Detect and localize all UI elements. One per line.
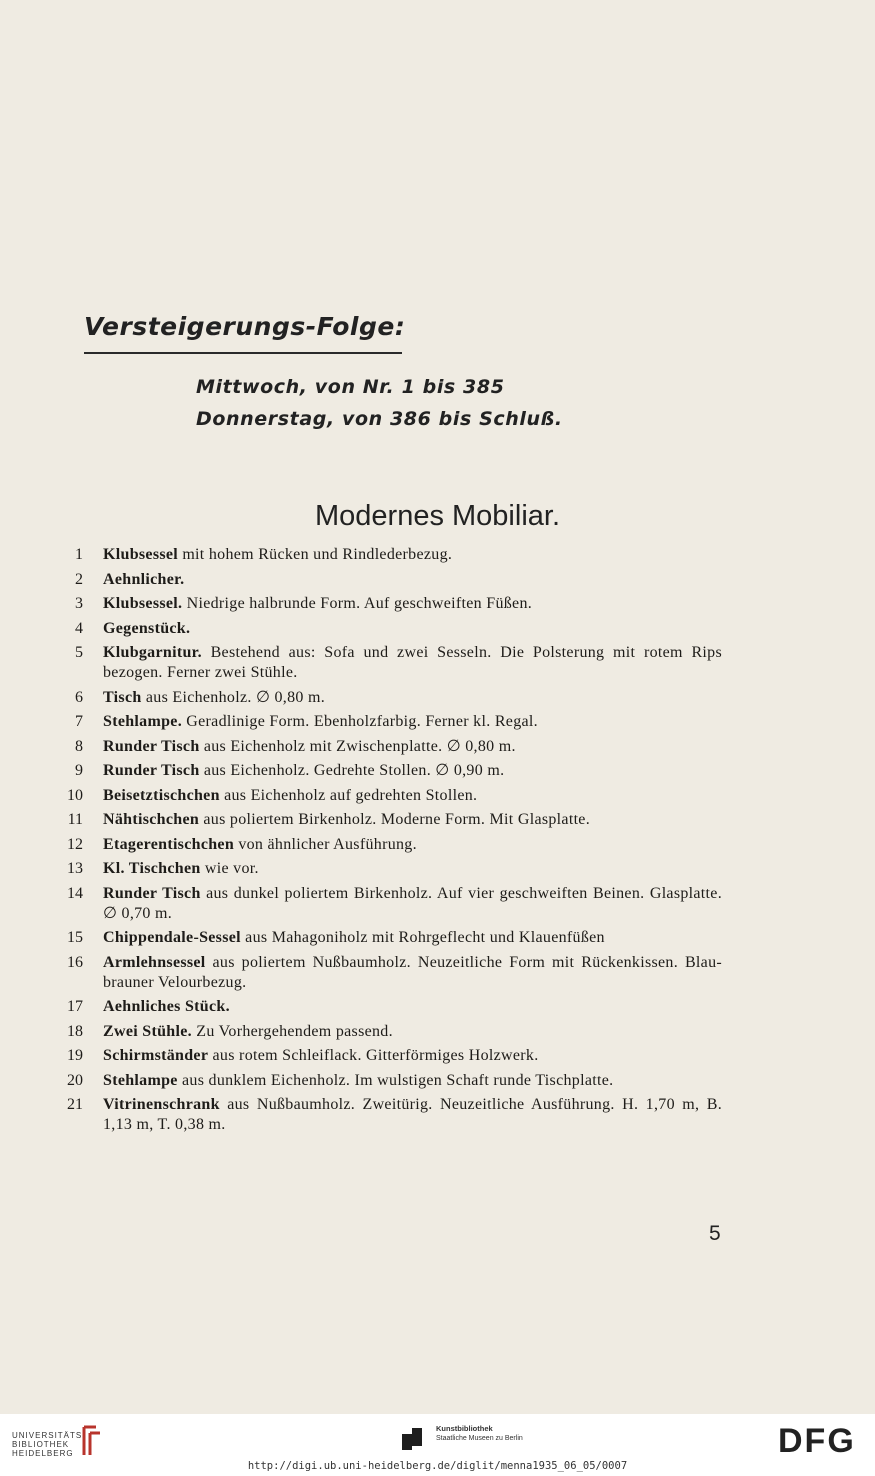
lot-description — [103, 859, 722, 879]
lot-text: Zu Vorhergehendem passend. — [191, 1022, 393, 1040]
lot-number: 19 — [67, 1047, 83, 1064]
lot-number: 13 — [67, 860, 83, 877]
lot-text: aus Nußbaumholz. Zweitürig. Neuzeitliche Ausführung. H. 1,70 m, B. 1,13 m, T. 0,38 m. — [103, 1096, 722, 1133]
lot-name: Stehlampe. — [103, 713, 182, 730]
lot-name: Stehlampe — [103, 1071, 178, 1089]
lot-name: Runder Tisch — [103, 762, 200, 779]
lot-number: 9 — [75, 762, 83, 779]
lot-name: Zwei Stühle. — [103, 1022, 192, 1040]
lot-text: mit hohem Rücken und Rindlederbezug. — [178, 546, 453, 563]
lot-name: Klubsessel. — [103, 595, 183, 612]
lot-name: Vitrinenschrank — [103, 1096, 220, 1113]
lot-text: aus dunkel poliertem Birkenholz. Auf vier geschweiften Beinen. Glasplatte. ∅ 0,70 m. — [103, 884, 723, 922]
lot-name: Beisetztischchen — [103, 786, 220, 804]
lot-description — [103, 786, 722, 806]
lot-description — [103, 1022, 722, 1042]
lot-text: von ähnlicher Ausführung. — [234, 835, 417, 853]
lot-item — [0, 928, 875, 948]
lot-name: Kl. Tischchen — [103, 860, 201, 877]
kunstbibliothek-label — [436, 1424, 523, 1444]
footer-url[interactable]: http://digi.ub.uni-heidelberg.de/diglit/menna1935_06_05/0007 — [247, 1460, 628, 1472]
lot-text: aus rotem Schleiflack. Gitterförmiges Holzwerk. — [208, 1047, 539, 1064]
lot-description — [103, 1046, 722, 1066]
lot-number: 4 — [75, 619, 83, 637]
lot-name: Aehnlicher. — [103, 570, 185, 588]
lot-name: Runder Tisch — [103, 737, 200, 755]
lot-number: 16 — [67, 953, 83, 971]
lot-description — [103, 997, 722, 1017]
lot-text: aus Eichenholz auf gedrehten Stollen. — [219, 786, 478, 804]
lot-description — [103, 953, 722, 993]
kunstbibliothek-logo-icon — [400, 1426, 428, 1452]
page-number: 5 — [709, 1222, 721, 1245]
lot-name: Schirmständer — [103, 1047, 209, 1064]
library-line: UNIVERSITÄTS- — [12, 1431, 86, 1440]
lot-text: aus Eichenholz mit Zwischenplatte. ∅ 0,80 m. — [199, 737, 516, 755]
lot-item — [0, 997, 875, 1017]
lot-name: Runder Tisch — [103, 884, 201, 902]
lot-item — [0, 835, 875, 855]
lot-item — [0, 737, 875, 757]
lot-description — [103, 810, 722, 830]
lot-name: Chippendale-Sessel — [103, 929, 241, 946]
lot-description — [103, 619, 722, 639]
heidelberg-library-label — [12, 1431, 86, 1458]
lot-list — [0, 545, 875, 1140]
lot-name: Tisch — [103, 688, 142, 706]
lot-description — [103, 594, 722, 614]
section-heading: Modernes Mobiliar. — [315, 500, 560, 532]
lot-item — [0, 619, 875, 639]
lot-item — [0, 786, 875, 806]
lot-name: Aehnliches Stück. — [103, 998, 230, 1015]
lot-text: wie vor. — [200, 860, 259, 877]
lot-description — [103, 1095, 722, 1135]
lot-description — [103, 643, 722, 683]
lot-name: Gegenstück. — [103, 619, 191, 637]
lot-number: 14 — [67, 884, 83, 902]
lot-item — [0, 1022, 875, 1042]
lot-description — [103, 928, 722, 948]
lot-item — [0, 643, 875, 683]
lot-description — [103, 688, 722, 708]
schedule-line-thursday: Donnerstag, von 386 bis Schluß. — [196, 408, 563, 430]
lot-number: 21 — [67, 1096, 83, 1113]
lot-number: 17 — [67, 998, 83, 1015]
lot-name: Klubgarnitur. — [103, 644, 202, 661]
lot-description — [103, 1071, 722, 1091]
lot-number: 12 — [67, 835, 83, 853]
lot-text: aus dunklem Eichenholz. Im wulstigen Schaft runde Tischplatte. — [177, 1071, 614, 1089]
lot-description — [103, 835, 722, 855]
lot-name: Armlehnsessel — [103, 953, 206, 971]
lot-number: 8 — [75, 737, 83, 755]
lot-item — [0, 1071, 875, 1091]
lot-name: Etagerentischchen — [103, 835, 235, 853]
lot-number: 10 — [67, 786, 83, 804]
lot-text: Niedrige halbrunde Form. Auf geschweiften Füßen. — [182, 595, 533, 612]
lot-item — [0, 545, 875, 565]
lot-number: 2 — [75, 570, 83, 588]
lot-number: 18 — [67, 1022, 83, 1040]
lot-text: aus Mahagoniholz mit Rohrgeflecht und Klauenfüßen — [240, 929, 605, 946]
lot-item — [0, 859, 875, 879]
lot-text: aus poliertem Birkenholz. Moderne Form. Mit Glasplatte. — [199, 811, 591, 828]
lot-number: 5 — [75, 644, 83, 661]
lot-item — [0, 688, 875, 708]
lot-number: 7 — [75, 713, 83, 730]
lot-description — [103, 884, 722, 924]
lot-description — [103, 712, 722, 732]
lot-text: aus Eichenholz. Gedrehte Stollen. ∅ 0,90 m. — [199, 762, 505, 779]
lot-description — [103, 761, 722, 781]
lot-item — [0, 761, 875, 781]
schedule-line-wednesday: Mittwoch, von Nr. 1 bis 385 — [196, 376, 505, 398]
heidelberg-library-logo-icon — [76, 1423, 106, 1459]
lot-item — [0, 594, 875, 614]
lot-number: 20 — [67, 1071, 83, 1089]
lot-item — [0, 953, 875, 993]
lot-item — [0, 1095, 875, 1135]
lot-name: Nähtischchen — [103, 811, 200, 828]
lot-item — [0, 884, 875, 924]
title-underline — [84, 352, 402, 354]
lot-text: aus poliertem Nußbaumholz. Neuzeitliche Form mit Rückenkissen. Blau-brauner Velourbezug. — [103, 953, 722, 991]
lot-name: Klubsessel — [103, 546, 179, 563]
kunstbibliothek-name: Kunstbibliothek — [436, 1424, 493, 1433]
lot-description — [103, 570, 722, 590]
lot-number: 15 — [67, 929, 83, 946]
lot-number: 3 — [75, 595, 83, 612]
lot-text: Geradlinige Form. Ebenholzfarbig. Ferner kl. Regal. — [182, 713, 538, 730]
kunstbibliothek-subtitle: Staatliche Museen zu Berlin — [436, 1435, 523, 1442]
lot-text: Bestehend aus: Sofa und zwei Sesseln. Die Polsterung mit rotem Rips bezogen. Ferner zwei Stühle. — [103, 644, 722, 681]
lot-text: aus Eichenholz. ∅ 0,80 m. — [141, 688, 326, 706]
library-line: HEIDELBERG — [12, 1449, 74, 1458]
lot-item — [0, 570, 875, 590]
page-title: Versteigerungs-Folge: — [84, 312, 406, 341]
library-line: BIBLIOTHEK — [12, 1440, 70, 1449]
dfg-logo: DFG — [778, 1422, 856, 1460]
lot-number: 6 — [75, 688, 83, 706]
lot-item — [0, 712, 875, 732]
lot-number: 11 — [67, 811, 83, 828]
lot-number: 1 — [75, 546, 83, 563]
lot-item — [0, 1046, 875, 1066]
lot-description — [103, 737, 722, 757]
lot-description — [103, 545, 722, 565]
lot-item — [0, 810, 875, 830]
